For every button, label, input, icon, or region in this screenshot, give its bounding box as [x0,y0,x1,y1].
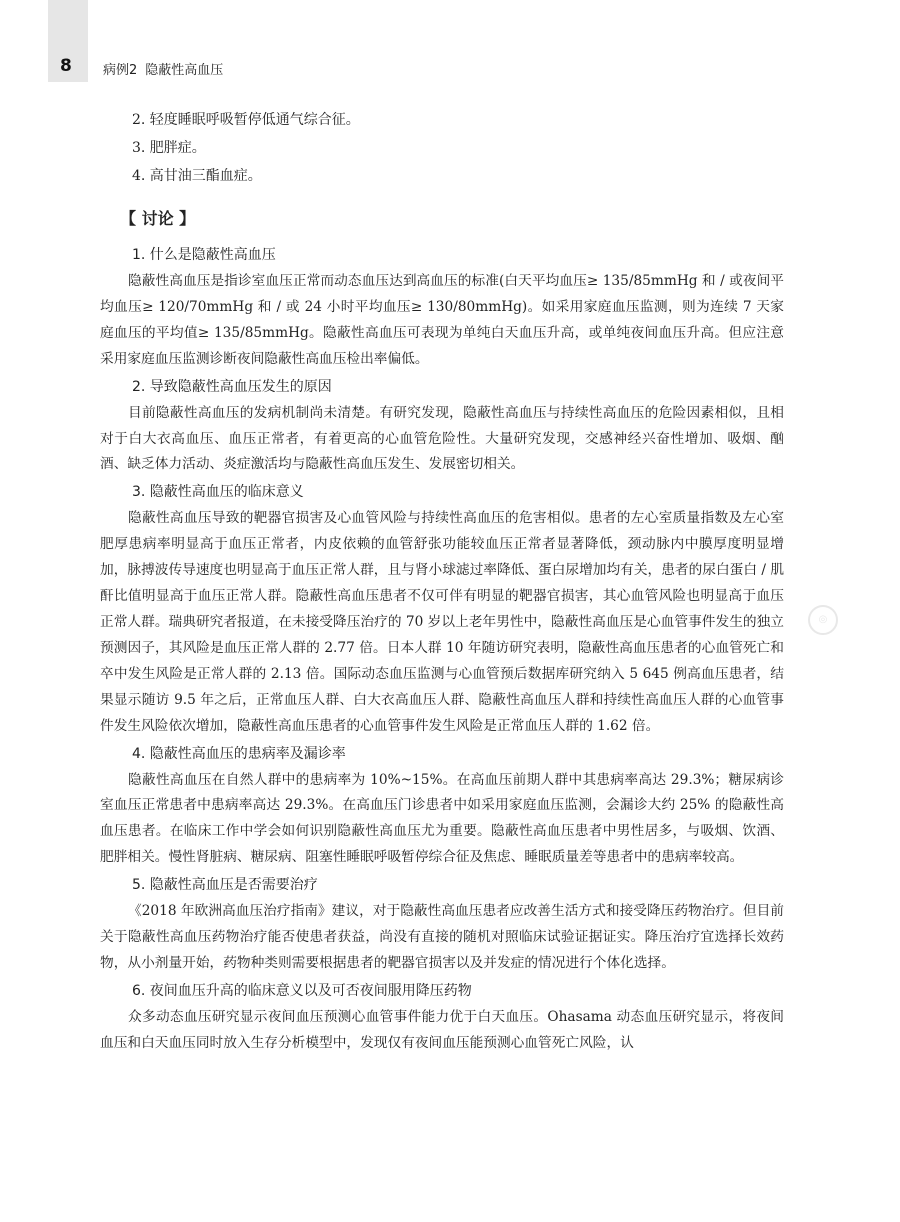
watermark-seal-icon: ◎ [808,605,838,635]
section-heading: 3. 隐蔽性高血压的临床意义 [132,484,304,501]
diagnosis-item: 3. 肥胖症。 [132,140,206,156]
section-paragraph: 隐蔽性高血压导致的靶器官损害及心血管风险与持续性高血压的危害相似。患者的左心室质量指数及左心室肥厚患病率明显高于血压正常者，内皮依赖的血管舒张功能较血压正常者显著降低，颈动脉内中膜厚度明显增加，脉搏波传导速度也明显高于血压正常人群，且与肾小球滤过率降低、蛋白尿增加均有关，患者的尿白蛋白 / 肌酐比值明显高于血压正常人群。隐蔽性高血压患者不仅可伴有明显的靶器官损害，其心血管风险也明显高于血压正常人群。瑞典研究者报道，在未接受降压治疗的 70 岁以上老年男性中，隐蔽性高血压是心血管事件发生的独立预测因子，其风险是血压正常人群的 2.77 倍。日本人群 10 年随访研究表明，隐蔽性高血压患者的心血管死亡和卒中发生风险是正常人群的 2.13 倍。国际动态血压监测与心血管预后数据库研究纳入 5 645 例高血压患者，结果显示随访 9.5 年之后，正常血压人群、白大衣高血压人群、隐蔽性高血压人群和持续性高血压人群的心血管事件发生风险依次增加，隐蔽性高血压患者的心血管事件发生风险是正常血压人群的 1.62 倍。 [100,510,785,734]
section-heading: 1. 什么是隐蔽性高血压 [132,247,276,263]
page-number: 8 [60,56,72,76]
chapter-title: 隐蔽性高血压 [145,63,224,78]
diagnosis-item: 2. 轻度睡眠呼吸暂停低通气综合征。 [132,112,360,128]
discussion-title: 【 讨论 】 [120,209,196,228]
section-paragraph: 隐蔽性高血压在自然人群中的患病率为 10%~15%。在高血压前期人群中其患病率高达 29.3%；糖尿病诊室血压正常患者中患病率高达 29.3%。在高血压门诊患者中如采用家庭血压监测，会漏诊大约 25% 的隐蔽性高血压患者。在临床工作中学会如何识别隐蔽性高血压尤为重要。隐蔽性高血压患者中男性居多，与吸烟、饮酒、肥胖相关。慢性肾脏病、糖尿病、阻塞性睡眠呼吸暂停综合征及焦虑、睡眠质量差等患者中的患病率较高。 [100,771,784,866]
case-label: 病例2 [103,63,138,78]
section-heading: 4. 隐蔽性高血压的患病率及漏诊率 [132,745,346,762]
diagnosis-item: 4. 高甘油三酯血症。 [132,168,262,184]
section-heading: 2. 导致隐蔽性高血压发生的原因 [132,378,332,395]
section-paragraph: 隐蔽性高血压是指诊室血压正常而动态血压达到高血压的标准(白天平均血压≥ 135/85mmHg 和 / 或夜间平均血压≥ 120/70mmHg 和 / 或 24 小时平均血压≥ 130/80mmHg)。如采用家庭血压监测，则为连续 7 天家庭血压的平均值≥ 135/85mmHg。隐蔽性高血压可表现为单纯白天血压升高，或单纯夜间血压升高。但应注意采用家庭血压监测诊断夜间隐蔽性高血压检出率偏低。 [100,273,784,367]
running-head [103,59,223,78]
section-paragraph: 众多动态血压研究显示夜间血压预测心血管事件能力优于白天血压。Ohasama 动态血压研究显示，将夜间血压和白天血压同时放入生存分析模型中，发现仅有夜间血压能预测心血管死亡风险，认 [100,1008,784,1051]
section-paragraph: 目前隐蔽性高血压的发病机制尚未清楚。有研究发现，隐蔽性高血压与持续性高血压的危险因素相似，且相对于白大衣高血压、血压正常者，有着更高的心血管危险性。大量研究发现，交感神经兴奋性增加、吸烟、酗酒、缺乏体力活动、炎症激活均与隐蔽性高血压发生、发展密切相关。 [100,404,784,473]
section-paragraph: 《2018 年欧洲高血压治疗指南》建议，对于隐蔽性高血压患者应改善生活方式和接受降压药物治疗。但目前关于隐蔽性高血压药物治疗能否使患者获益，尚没有直接的随机对照临床试验证据证实。降压治疗宜选择长效药物，从小剂量开始，药物种类则需要根据患者的靶器官损害以及并发症的情况进行个体化选择。 [100,903,784,971]
section-heading: 6. 夜间血压升高的临床意义以及可否夜间服用降压药物 [132,982,472,999]
page-content [100,106,784,1058]
section-heading: 5. 隐蔽性高血压是否需要治疗 [132,877,318,894]
